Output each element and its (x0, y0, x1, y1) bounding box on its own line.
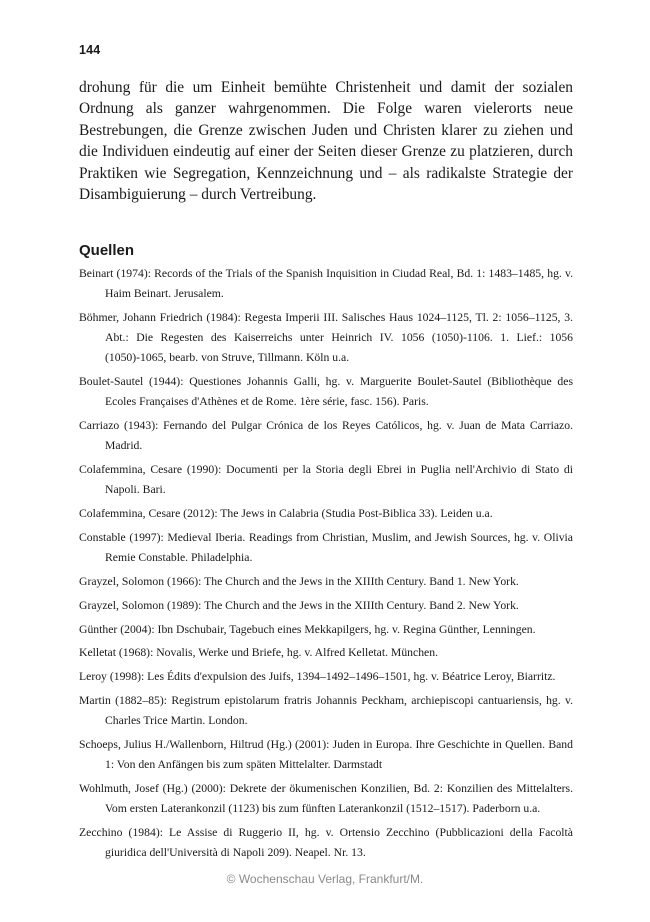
reference-entry: Kelletat (1968): Novalis, Werke und Briefe, hg. v. Alfred Kelletat. München. (79, 646, 438, 660)
body-paragraph: drohung für die um Einheit bemühte Christenheit und damit der sozialen Ordnung als ganzer wahrgenommen. Die Folge waren vielerorts neue Bestrebungen, die Grenze zwischen Juden und Christen klarer zu ziehen und die Individuen eindeutig auf einer der Seiten dieser Grenze zu platzieren, durch Praktiken wie Segregation, Kennzeichnung und – als radikalste Strategie der Disambiguierung – durch Vertreibung. (79, 79, 573, 204)
reference-entry: Colafemmina, Cesare (2012): The Jews in Calabria (Studia Post-Biblica 33). Leiden u.a. (79, 507, 493, 521)
reference-entry: Grayzel, Solomon (1966): The Church and the Jews in the XIIIth Century. Band 1. New York. (79, 575, 519, 588)
reference-entry: Zecchino (1984): Le Assise di Ruggerio II, hg. v. Ortensio Zecchino (Pubblicazioni della Facoltà giuridica dell'Università di Napoli 209). Neapel. Nr. 13. (79, 825, 573, 860)
reference-entry: Martin (1882–85): Registrum epistolarum fratris Johannis Peckham, archiepiscopi cantuariensis, hg. v. Charles Trice Martin. London. (79, 693, 573, 728)
reference-entry: Constable (1997): Medieval Iberia. Readings from Christian, Muslim, and Jewish Sources, hg. v. Olivia Remie Constable. Philadelphia. (79, 531, 573, 565)
reference-entry: Colafemmina, Cesare (1990): Documenti per la Storia degli Ebrei in Puglia nell'Archivio di Stato di Napoli. Bari. (79, 463, 573, 497)
reference-entry: Wohlmuth, Josef (Hg.) (2000): Dekrete der ökumenischen Konzilien, Bd. 2: Konzilien des Mittelalters. Vom ersten Laterankonzil (1123) bis zum fünften Laterankonzil (1512–1517). Paderborn u.a. (79, 781, 573, 816)
reference-list (79, 264, 573, 867)
page-number: 144 (79, 43, 101, 57)
reference-entry: Grayzel, Solomon (1989): The Church and the Jews in the XIIIth Century. Band 2. New York. (79, 598, 519, 612)
reference-entry: Schoeps, Julius H./Wallenborn, Hiltrud (Hg.) (2001): Juden in Europa. Ihre Geschichte in Quellen. Band 1: Von den Anfängen bis zum späten Mittelalter. Darmstadt (79, 737, 573, 772)
publisher-footer: © Wochenschau Verlag, Frankfurt/M. (226, 872, 424, 886)
reference-entry: Carriazo (1943): Fernando del Pulgar Crónica de los Reyes Católicos, hg. v. Juan de Mata Carriazo. Madrid. (79, 419, 573, 453)
reference-entry: Beinart (1974): Records of the Trials of the Spanish Inquisition in Ciudad Real, Bd. 1: 1483–1485, hg. v. Haim Beinart. Jerusalem. (79, 267, 573, 301)
reference-entry: Günther (2004): Ibn Dschubair, Tagebuch eines Mekkapilgers, hg. v. Regina Günther, Lenningen. (79, 622, 536, 636)
reference-entry: Böhmer, Johann Friedrich (1984): Regesta Imperii III. Salisches Haus 1024–1125, Tl. 2: 1056–1125, 3. Abt.: Die Regesten des Kaiserreichs unter Heinrich IV. 1056 (1050)-1106. 1. Lief.: 1056 (1050)-1065, bearb. von Struve, Tillmann. Köln u.a. (79, 311, 573, 365)
section-heading-quellen: Quellen (79, 242, 135, 259)
reference-entry: Leroy (1998): Les Édits d'expulsion des Juifs, 1394–1492–1496–1501, hg. v. Béatrice Leroy, Biarritz. (79, 670, 556, 684)
reference-entry: Boulet-Sautel (1944): Questiones Johannis Galli, hg. v. Marguerite Boulet-Sautel (Bibliothèque des Ecoles Françaises d'Athènes et de Rome. 1ère série, fasc. 156). Paris. (79, 375, 573, 409)
